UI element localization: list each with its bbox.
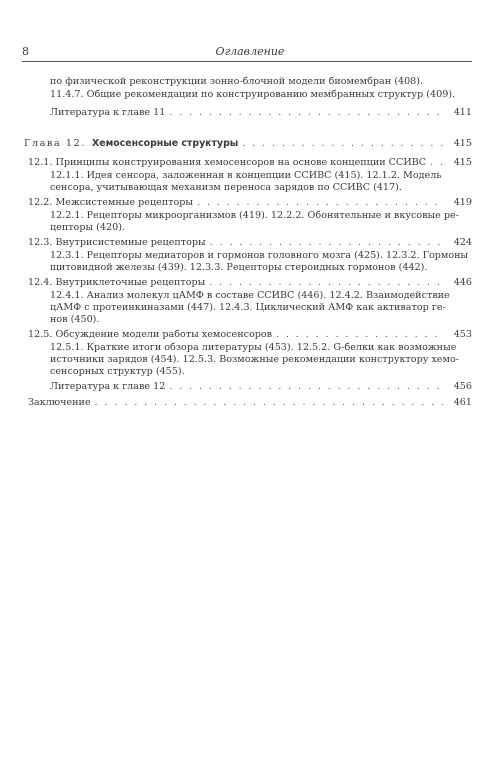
literature-ch12-page: 456 — [453, 381, 472, 392]
leader-dots — [95, 397, 444, 410]
section-heading: 12.4. Внутриклеточные рецепторы — [28, 277, 206, 288]
leader-dots — [210, 237, 444, 250]
subsection-line: щитовидной железы (439). 12.3.3. Рецепторы стероидных гормонов (442). — [50, 262, 428, 273]
section-12-5-entry[interactable] — [28, 329, 472, 342]
section-page: 419 — [453, 197, 472, 208]
leader-dots — [169, 381, 444, 394]
literature-ch12-entry[interactable] — [50, 381, 472, 394]
section-12-2-entry[interactable] — [28, 197, 472, 210]
conclusion-entry[interactable] — [28, 397, 472, 410]
section-heading: 12.1. Принципы конструирования хемосенсоров на основе концепции ССИВС — [28, 157, 427, 168]
literature-ch11-text: Литература к главе 11 — [50, 107, 166, 118]
section-12-1-entry[interactable] — [28, 157, 472, 170]
subsection-line: 12.3.1. Рецепторы медиаторов и гормонов головного мозга (425). 12.3.2. Гормоны — [50, 250, 469, 261]
leader-dots — [169, 107, 444, 120]
subsection-line: 12.1.1. Идея сенсора, заложенная в концепции ССИВС (415). 12.1.2. Модель — [50, 170, 442, 181]
literature-ch12-text: Литература к главе 12 — [50, 381, 166, 392]
section-12-3-entry[interactable] — [28, 237, 472, 250]
section-heading: 12.2. Межсистемные рецепторы — [28, 197, 194, 208]
section-page: 424 — [453, 237, 472, 248]
leader-dots — [276, 329, 444, 342]
subsection-line: цАМФ с протеинкиназами (447). 12.4.3. Циклический АМФ как активатор ге- — [50, 302, 446, 313]
subsection-line: 12.2.1. Рецепторы микроорганизмов (419). 12.2.2. Обонятельные и вкусовые ре- — [50, 210, 459, 221]
section-page: 446 — [453, 277, 472, 288]
chapter-title: Хемосенсорные структуры — [92, 138, 239, 149]
section-12-4-entry[interactable] — [28, 277, 472, 290]
conclusion-text: Заключение — [28, 397, 91, 408]
subsection-line: 12.5.1. Краткие итоги обзора литературы (453). 12.5.2. G-белки как возможные — [50, 342, 457, 353]
subsection-line: сенсора, учитывающая механизм переноса зарядов по ССИВС (417). — [50, 182, 402, 193]
page-number: 8 — [22, 45, 29, 58]
header-rule — [22, 61, 472, 62]
chapter-12-entry[interactable] — [24, 138, 472, 151]
literature-ch11-page: 411 — [453, 107, 472, 118]
subsection-line: источники зарядов (454). 12.5.3. Возможные рекомендации конструктору хемо- — [50, 354, 459, 365]
section-page: 415 — [453, 157, 472, 168]
continuation-line: по физической реконструкции зонно-блочной модели биомембран (408). — [50, 76, 424, 87]
continuation-line: 11.4.7. Общие рекомендации по конструированию мембранных структур (409). — [50, 89, 456, 100]
section-heading: 12.5. Обсуждение модели работы хемосенсоров — [28, 329, 273, 340]
section-heading: 12.3. Внутрисистемные рецепторы — [28, 237, 206, 248]
subsection-line: сенсорных структур (455). — [50, 366, 185, 377]
conclusion-page: 461 — [453, 397, 472, 408]
section-page: 453 — [453, 329, 472, 340]
subsection-line: 12.4.1. Анализ молекул цАМФ в составе ССИВС (446). 12.4.2. Взаимодействие — [50, 290, 450, 301]
leader-dots — [242, 138, 444, 151]
leader-dots — [197, 197, 444, 210]
leader-dots — [209, 277, 444, 290]
subsection-line: цепторы (420). — [50, 222, 125, 233]
leader-dots — [430, 157, 444, 170]
subsection-line: нов (450). — [50, 314, 100, 325]
running-title: Оглавление — [215, 45, 285, 58]
chapter-page: 415 — [453, 138, 472, 149]
literature-ch11-entry[interactable] — [50, 107, 472, 120]
chapter-label: Глава 12. — [24, 138, 86, 149]
